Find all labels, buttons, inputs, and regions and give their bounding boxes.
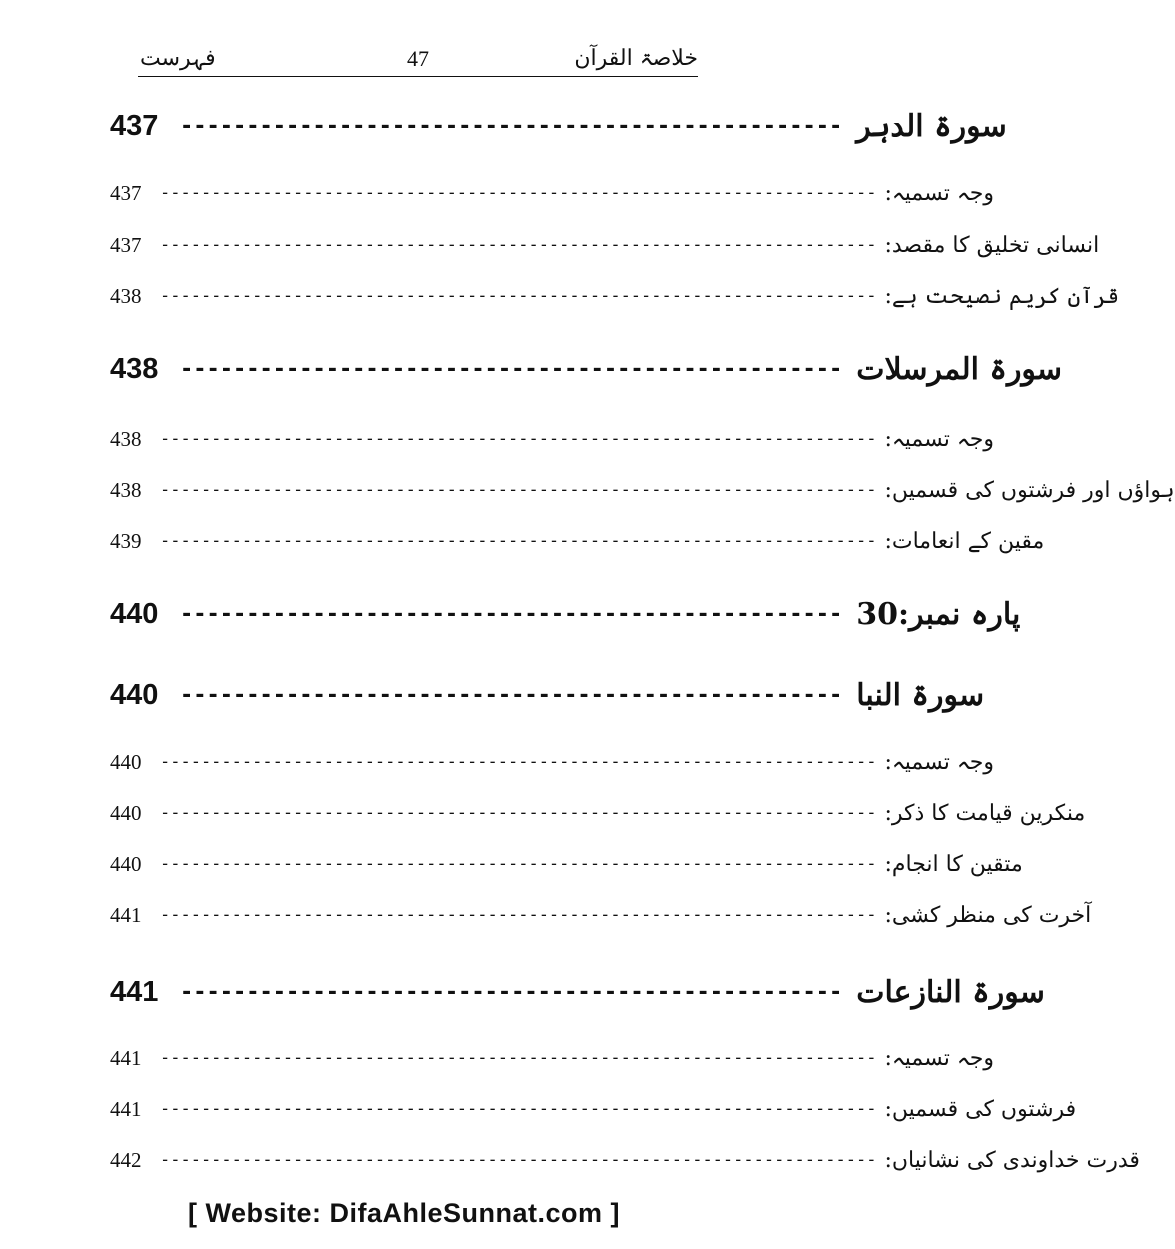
toc-leader: ---------------------------------------------------------------------- (160, 480, 877, 500)
toc-entry[interactable] (110, 798, 1086, 828)
toc-page-number: 441 (110, 902, 142, 927)
toc-title: منکرین قیامت کا ذکر: (884, 800, 1086, 826)
toc-leader: -------------------------------------------------- (180, 682, 843, 708)
toc-leader: ---------------------------------------------------------------------- (160, 183, 877, 203)
toc-title: انسانی تخلیق کا مقصد: (884, 232, 1100, 258)
toc-page-number: 438 (110, 426, 142, 451)
toc-leader: ---------------------------------------------------------------------- (160, 854, 877, 874)
toc-page-number: 438 (110, 352, 159, 385)
toc-leader: ---------------------------------------------------------------------- (160, 1150, 877, 1170)
toc-entry[interactable] (110, 108, 1007, 144)
toc-title: سورۃ النبا (856, 677, 985, 713)
toc-leader: ---------------------------------------------------------------------- (160, 1048, 877, 1068)
toc-entry[interactable] (110, 526, 1045, 556)
toc-leader: ---------------------------------------------------------------------- (160, 429, 877, 449)
toc-leader: ---------------------------------------------------------------------- (160, 235, 877, 255)
toc-entry[interactable] (110, 178, 994, 208)
toc-entry[interactable] (110, 1043, 994, 1073)
toc-page-number: 441 (110, 1045, 142, 1070)
toc-entry[interactable] (110, 900, 1092, 930)
toc-title: پارہ نمبر:30 (856, 596, 1021, 632)
toc-entry[interactable] (110, 351, 1063, 387)
header-section-title: فہرست (140, 46, 216, 71)
toc-title: وجہ تسمیہ: (884, 426, 994, 452)
toc-leader: -------------------------------------------------- (180, 601, 843, 627)
toc-leader: ---------------------------------------------------------------------- (160, 286, 877, 306)
toc-title: فرشتوں کی قسمیں: (884, 1096, 1077, 1122)
toc-page-number: 437 (110, 180, 142, 205)
toc-entry[interactable] (110, 974, 1045, 1010)
toc-page-number: 440 (110, 597, 159, 630)
toc-entry[interactable] (110, 1145, 1140, 1175)
toc-title: ہواؤں اور فرشتوں کی قسمیں: (884, 477, 1175, 503)
toc-entry[interactable] (110, 849, 1023, 879)
toc-leader: -------------------------------------------------- (180, 113, 843, 139)
toc-entry[interactable] (110, 1094, 1077, 1124)
header-book-title: خلاصۃ القرآن (574, 46, 698, 71)
toc-title: قرآن کریم نصیحت ہے: (884, 283, 1120, 309)
toc-leader: ---------------------------------------------------------------------- (160, 905, 877, 925)
toc-title: متقین کا انجام: (884, 851, 1023, 877)
toc-page-number: 438 (110, 477, 142, 502)
toc-title: آخرت کی منظر کشی: (884, 902, 1092, 928)
toc-page-number: 440 (110, 851, 142, 876)
toc-title: وجہ تسمیہ: (884, 749, 994, 775)
toc-page-number: 440 (110, 678, 159, 711)
toc-page-number: 437 (110, 109, 159, 142)
toc-entry[interactable] (110, 424, 994, 454)
toc-entry[interactable] (110, 677, 985, 713)
toc-title: وجہ تسمیہ: (884, 1045, 994, 1071)
toc-leader: -------------------------------------------------- (180, 979, 843, 1005)
toc-title: سورۃ النازعات (856, 974, 1045, 1010)
website-footer: [ Website: DifaAhleSunnat.com ] (187, 1198, 621, 1228)
toc-leader: -------------------------------------------------- (180, 356, 843, 382)
toc-page-number: 439 (110, 528, 142, 553)
toc-entry[interactable] (110, 475, 1175, 505)
toc-leader: ---------------------------------------------------------------------- (160, 803, 877, 823)
toc-leader: ---------------------------------------------------------------------- (160, 531, 877, 551)
toc-title: مقین کے انعامات: (884, 528, 1045, 554)
toc-page-number: 442 (110, 1147, 142, 1172)
table-of-contents (110, 0, 1175, 1249)
toc-leader: ---------------------------------------------------------------------- (160, 1099, 877, 1119)
toc-page-number: 438 (110, 283, 142, 308)
toc-entry[interactable] (110, 230, 1100, 260)
header-page-number: 47 (407, 46, 429, 71)
toc-title: سورۃ الدہر (856, 108, 1007, 144)
toc-page-number: 441 (110, 975, 159, 1008)
toc-leader: ---------------------------------------------------------------------- (160, 752, 877, 772)
toc-title: سورۃ المرسلات (856, 351, 1063, 387)
toc-page-number: 437 (110, 232, 142, 257)
toc-entry[interactable] (110, 281, 1120, 311)
toc-entry[interactable] (110, 747, 994, 777)
toc-page-number: 440 (110, 800, 142, 825)
toc-page-number: 441 (110, 1096, 142, 1121)
toc-page-number: 440 (110, 749, 142, 774)
toc-entry[interactable] (110, 596, 1021, 632)
toc-title: قدرت خداوندی کی نشانیاں: (884, 1147, 1140, 1173)
toc-title: وجہ تسمیہ: (884, 180, 994, 206)
